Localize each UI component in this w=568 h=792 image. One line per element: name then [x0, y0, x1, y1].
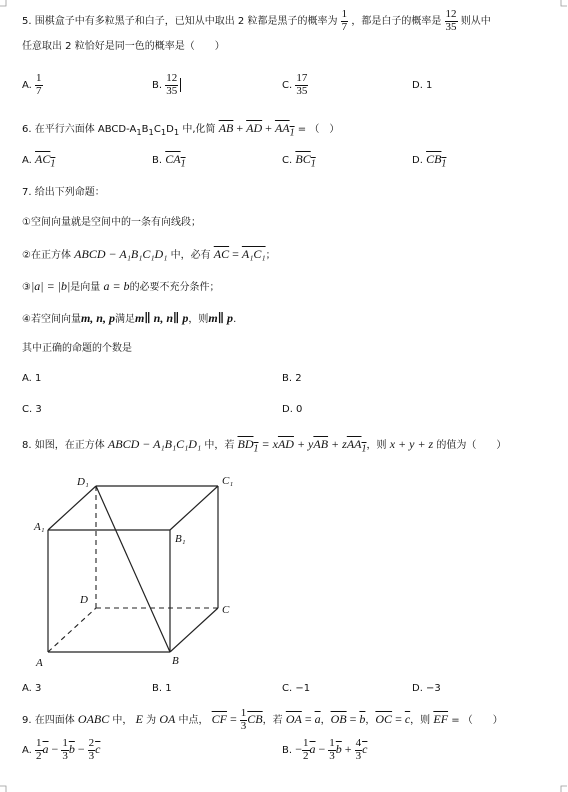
- q7-item-4: ④若空间向量m, n, p满足m∥ n, n∥ p，则m∥ p.: [22, 311, 237, 325]
- q7-ask: 其中正确的命题的个数是: [22, 343, 132, 354]
- q6-stem: 6. 在平行六面体 ABCD-$A_1B_1C_1D_1$ 中,化简 $\overline{AB} + \overline{AD} + AA_1$ = （ ）: [22, 121, 340, 139]
- q5-option-a[interactable]: A. $\frac{1}{7}$: [22, 72, 42, 97]
- q7-item-2: ②在正方体 ABCD − A₁B₁C₁D₁ 中，必有 $\overline{AC} = A_1C_1$；: [22, 247, 276, 261]
- q7-option-b[interactable]: B. 2: [282, 373, 302, 384]
- q6-option-c[interactable]: C. $BC_1$: [282, 152, 316, 170]
- q6-option-a[interactable]: A. $AC_1$: [22, 152, 56, 170]
- label-d1: D₁: [77, 476, 89, 488]
- label-a: A: [36, 657, 43, 669]
- label-d: D: [80, 594, 88, 606]
- q5-stem: 5. 围棋盒子中有多粒黑子和白子，已知从中取出 2 粒都是黑子的概率为 $\frac{1}{7}$ ，都是白子的概率是 $\frac{12}{35}$ 则从中: [22, 8, 491, 33]
- corner-mark-bottom-right: [560, 785, 567, 792]
- q8-option-d[interactable]: D. −3: [412, 683, 441, 694]
- q5-stem-line2: 任意取出 2 粒恰好是同一色的概率是（ ）: [22, 41, 225, 52]
- q6-option-d[interactable]: D. $CB_1$: [412, 152, 447, 170]
- label-b: B: [172, 655, 179, 667]
- edge-b1-c1: [170, 486, 218, 530]
- label-a1: A₁: [34, 521, 45, 533]
- q5-prob-black-fraction: $\frac{1}{7}$: [341, 8, 348, 33]
- q7-option-c[interactable]: C. 3: [22, 404, 42, 415]
- q6-vector-ad: $\overline{AD}$: [246, 121, 263, 135]
- q7-item-1: ①空间向量就是空间中的一条有向线段；: [22, 217, 201, 228]
- q5-prob-white-fraction: $\frac{12}{35}$: [445, 8, 457, 33]
- label-c1: C₁: [222, 475, 234, 487]
- q7-stem: 7. 给出下列命题：: [22, 187, 105, 198]
- q8-option-c[interactable]: C. −1: [282, 683, 311, 694]
- diagonal-d1-b: [96, 486, 170, 652]
- text-cursor: [180, 78, 181, 92]
- label-c: C: [222, 604, 230, 616]
- q5-option-c[interactable]: C. $\frac{17}{35}$: [282, 72, 308, 97]
- corner-mark-bottom-left: [0, 785, 7, 792]
- edge-b-c: [170, 608, 218, 652]
- q6-vector-ab: $\overline{AB}$: [218, 121, 234, 135]
- q8-vector-bd1: $BD_1$: [237, 437, 259, 455]
- q9-stem: 9. 在四面体 OABC 中， E 为 OA 中点， $\overline{CF}$ = $\frac{1}{3}$ $\overline{CB}$，若 $\overline{OA} = \overline{a}$，$\overline{OB} = \overline{b}$，$\overline{OC} = \overline{c}$，则 $\overline{EF}$ = （ ）: [22, 707, 503, 732]
- q5-option-b[interactable]: B. $\frac{12}{35}$: [152, 73, 181, 97]
- q8-option-a[interactable]: A. 3: [22, 683, 42, 694]
- q7-item-3: ③|a| = |b|是向量 a = b的必要不充分条件；: [22, 279, 220, 293]
- q7-option-d[interactable]: D. 0: [282, 404, 303, 415]
- q6-vector-aa1: $AA_1$: [274, 121, 295, 139]
- hidden-edge-a-d: [48, 608, 96, 652]
- q5-option-d[interactable]: D. 1: [412, 80, 433, 91]
- q8-cube-figure: [0, 470, 260, 670]
- label-b1: B₁: [175, 533, 186, 545]
- q8-stem: 8. 如图，在正方体 ABCD − A₁B₁C₁D₁ 中，若 $BD_1 = x\overline{AD} + y\overline{AB} + zAA_1$，则 x + y + z 的值为（ ）: [22, 437, 507, 455]
- q9-option-a[interactable]: A. $\frac{1}{2}$ $\overline{a}$ − $\frac{1}{3}$ $\overline{b}$ − $\frac{2}{3}$ $\overline{c}$: [22, 737, 101, 762]
- corner-mark-top-left: [0, 0, 7, 7]
- corner-mark-top-right: [560, 0, 567, 7]
- edge-a1-d1: [48, 486, 96, 530]
- q7-option-a[interactable]: A. 1: [22, 373, 42, 384]
- q9-option-b[interactable]: B. − $\frac{1}{2}$ $\overline{a}$ − $\frac{1}{3}$ $\overline{b}$ + $\frac{4}{3}$ $\overline{c}$: [282, 737, 368, 762]
- q6-option-b[interactable]: B. $CA_1$: [152, 152, 186, 170]
- q8-option-b[interactable]: B. 1: [152, 683, 172, 694]
